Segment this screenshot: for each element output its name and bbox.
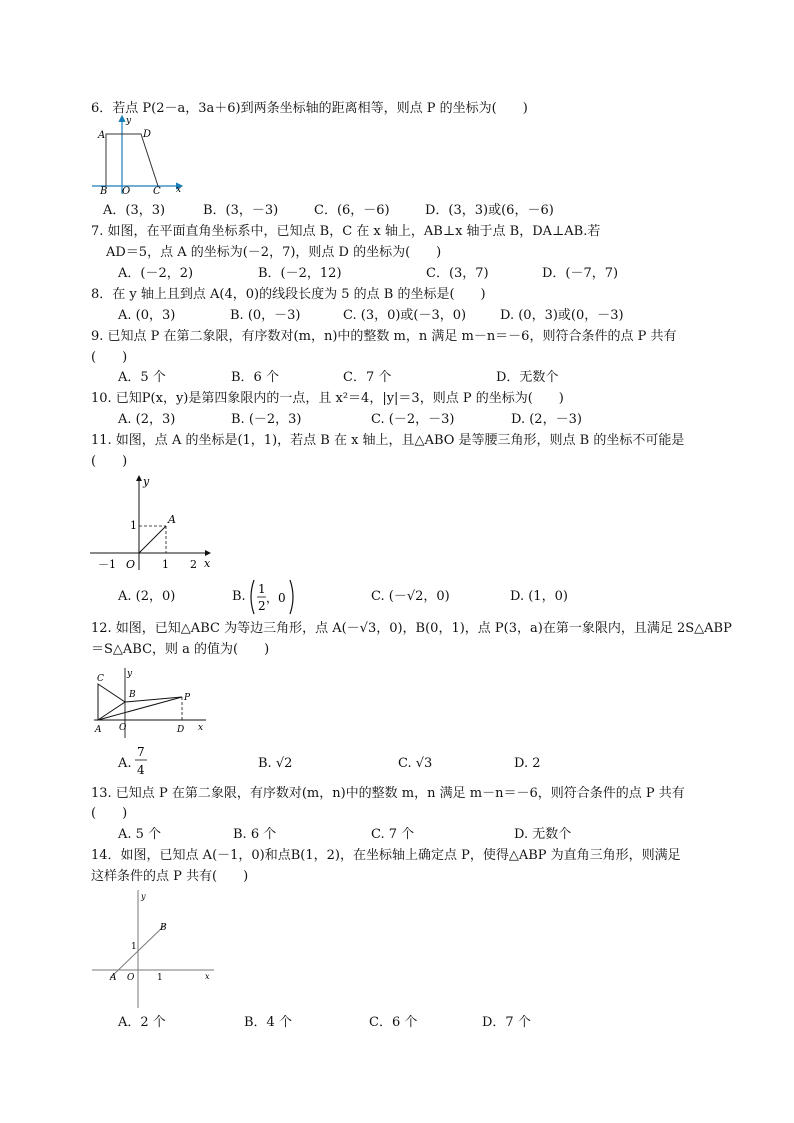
q12-triangle-ABC <box>98 684 125 720</box>
q13-option-a[interactable]: A. 5 个 <box>118 827 162 842</box>
q9-stem-line1: 9. 已知点 P 在第二象限，有序数对(m，n)中的整数 m，n 满足 m－n＝－6，则符合条件的点 P 共有 <box>91 329 677 344</box>
q11-option-b-den: 2 <box>258 599 266 613</box>
q11-x-label: x <box>204 557 211 570</box>
q8-stem: 8．在 y 轴上且到点 A(4，0)的线段长度为 5 的点 B 的坐标是( ) <box>91 287 486 302</box>
q14-option-a[interactable]: A．2 个 <box>118 1015 166 1030</box>
q13-option-b[interactable]: B. 6 个 <box>233 827 277 842</box>
q12-A-label: A <box>95 725 102 735</box>
q9-option-c[interactable]: C．7 个 <box>343 370 392 385</box>
q11-figure <box>86 470 220 574</box>
q9-option-b[interactable]: B．6 个 <box>231 370 279 385</box>
q11-stem-line1: 11. 如图，点 A 的坐标是(1，1)，若点 B 在 x 轴上，且△ABO 是等腰三角形，则点 B 的坐标不可能是 <box>91 433 685 448</box>
q13-option-c[interactable]: C. 7 个 <box>371 827 415 842</box>
q8-option-c[interactable]: C. (3，0)或(－3，0) <box>343 308 467 323</box>
q14-stem-line1: 14．如图，已知点 A(－1，0)和点B(1，2)，在坐标轴上确定点 P，使得△ABP 为直角三角形，则满足 <box>91 848 681 863</box>
q12-O-label: O <box>119 723 127 733</box>
q11-stem-line2: ( ) <box>91 454 128 469</box>
q7-option-d[interactable]: D．(－7，7) <box>542 266 619 281</box>
q11-tick-1y: 1 <box>130 519 137 532</box>
q10-option-b[interactable]: B. (－2，3) <box>231 412 302 427</box>
q8-option-b[interactable]: B. (0，－3) <box>230 308 301 323</box>
q11-option-b-value[interactable] <box>248 578 298 616</box>
q12-option-a-num: 7 <box>137 745 145 759</box>
q11-A-label: A <box>168 513 176 526</box>
q6-B-label: B <box>100 186 108 196</box>
q10-stem: 10. 已知P(x，y)是第四象限内的一点，且 x²＝4，|y|＝3，则点 P 的坐标为( ) <box>91 391 564 406</box>
q11-option-b-tail: ，0 <box>266 591 286 605</box>
q6-A-label: A <box>98 130 106 141</box>
q7-stem-line1: 7. 如图，在平面直角坐标系中，已知点 B，C 在 x 轴上，AB⊥x 轴于点 B，DA⊥AB.若 <box>91 224 601 239</box>
q9-option-d[interactable]: D．无数个 <box>496 370 559 385</box>
q14-figure <box>88 886 218 1012</box>
q14-B-label: B <box>160 923 167 933</box>
q14-tick-1y: 1 <box>131 942 137 952</box>
q11-option-d[interactable]: D. (1，0) <box>510 589 568 604</box>
q14-x-label: x <box>205 972 210 981</box>
q12-stem-line2: ＝S△ABC，则 a 的值为( ) <box>91 642 270 657</box>
q10-option-c[interactable]: C. (－2，－3) <box>371 412 455 427</box>
q6-C-label: C <box>153 186 161 196</box>
q13-option-d[interactable]: D. 无数个 <box>514 827 572 842</box>
q12-x-label: x <box>198 723 204 733</box>
q12-P-label: P <box>184 693 191 703</box>
q6-stem: 6．若点 P(2－a，3a＋6)到两条坐标轴的距离相等，则点 P 的坐标为( ) <box>91 101 528 116</box>
q14-option-b[interactable]: B．4 个 <box>244 1015 292 1030</box>
q14-y-label: y <box>141 892 146 901</box>
q6-option-c[interactable]: C．(6，－6) <box>314 203 390 218</box>
q11-option-b-num: 1 <box>258 582 266 596</box>
q10-option-d[interactable]: D. (2，－3) <box>511 412 582 427</box>
q11-tick-2: 2 <box>190 558 197 571</box>
q6-figure <box>86 114 196 196</box>
q12-figure <box>88 666 212 738</box>
q6-x-label: x <box>176 185 182 195</box>
q9-option-a[interactable]: A．5 个 <box>118 370 166 385</box>
q12-D-label: D <box>177 725 185 735</box>
q6-option-b[interactable]: B．(3，－3) <box>203 203 279 218</box>
q12-option-c[interactable]: C. √3 <box>398 756 433 771</box>
q12-B-label: B <box>129 690 136 700</box>
q13-stem-line2: ( ) <box>91 806 128 821</box>
q9-stem-line2: ( ) <box>91 350 128 365</box>
q13-stem-line1: 13. 已知点 P 在第二象限，有序数对(m，n)中的整数 m，n 满足 m－n＝－6，则符合条件的点 P 共有 <box>91 786 685 801</box>
q14-option-d[interactable]: D．7 个 <box>482 1015 531 1030</box>
q11-option-b-label[interactable]: B. <box>232 589 246 604</box>
q11-y-label: y <box>143 475 150 488</box>
q6-D-label: D <box>143 129 152 140</box>
q7-option-a[interactable]: A．(－2，2) <box>118 266 194 281</box>
q11-tick-neg1: －1 <box>98 558 116 571</box>
q7-option-c[interactable]: C．(3，7) <box>426 266 489 281</box>
q6-option-a[interactable]: A．(3，3) <box>103 203 166 218</box>
q14-O-label: O <box>127 973 135 983</box>
q14-tick-1x: 1 <box>157 973 163 983</box>
q12-option-a-label[interactable]: A. <box>118 756 132 771</box>
q12-option-b[interactable]: B. √2 <box>258 756 293 771</box>
q7-stem-line2: AD＝5，点 A 的坐标为(－2，7)，则点 D 的坐标为( ) <box>106 245 442 260</box>
q11-tick-1x: 1 <box>162 558 169 571</box>
q6-y-label: y <box>126 116 132 126</box>
q11-option-a[interactable]: A. (2，0) <box>118 589 176 604</box>
q7-option-b[interactable]: B．(－2，12) <box>258 266 342 281</box>
q12-y-label: y <box>127 669 133 679</box>
q11-segment-OA <box>139 526 166 553</box>
q8-option-d[interactable]: D. (0，3)或(0，－3) <box>500 308 624 323</box>
q14-stem-line2: 这样条件的点 P 共有( ) <box>91 869 249 884</box>
q12-stem-line1: 12. 如图，已知△ABC 为等边三角形，点 A(－√3，0)，B(0，1)，点 P(3，a)在第一象限内，且满足 2S△ABP <box>91 621 732 636</box>
q10-option-a[interactable]: A. (2，3) <box>118 412 176 427</box>
q8-option-a[interactable]: A. (0，3) <box>118 308 176 323</box>
q11-option-c[interactable]: C. (－√2，0) <box>371 589 450 604</box>
q14-option-c[interactable]: C．6 个 <box>369 1015 418 1030</box>
q12-option-a-value[interactable] <box>134 743 150 779</box>
q12-option-d[interactable]: D. 2 <box>514 756 541 771</box>
q14-A-label: A <box>110 973 117 983</box>
q6-quadrilateral <box>106 134 158 186</box>
q12-option-a-den: 4 <box>137 763 145 777</box>
q12-C-label: C <box>97 674 104 684</box>
q11-O-label: O <box>126 558 136 571</box>
q6-option-d[interactable]: D．(3，3)或(6，－6) <box>425 203 554 218</box>
q6-O-label: O <box>122 186 131 196</box>
